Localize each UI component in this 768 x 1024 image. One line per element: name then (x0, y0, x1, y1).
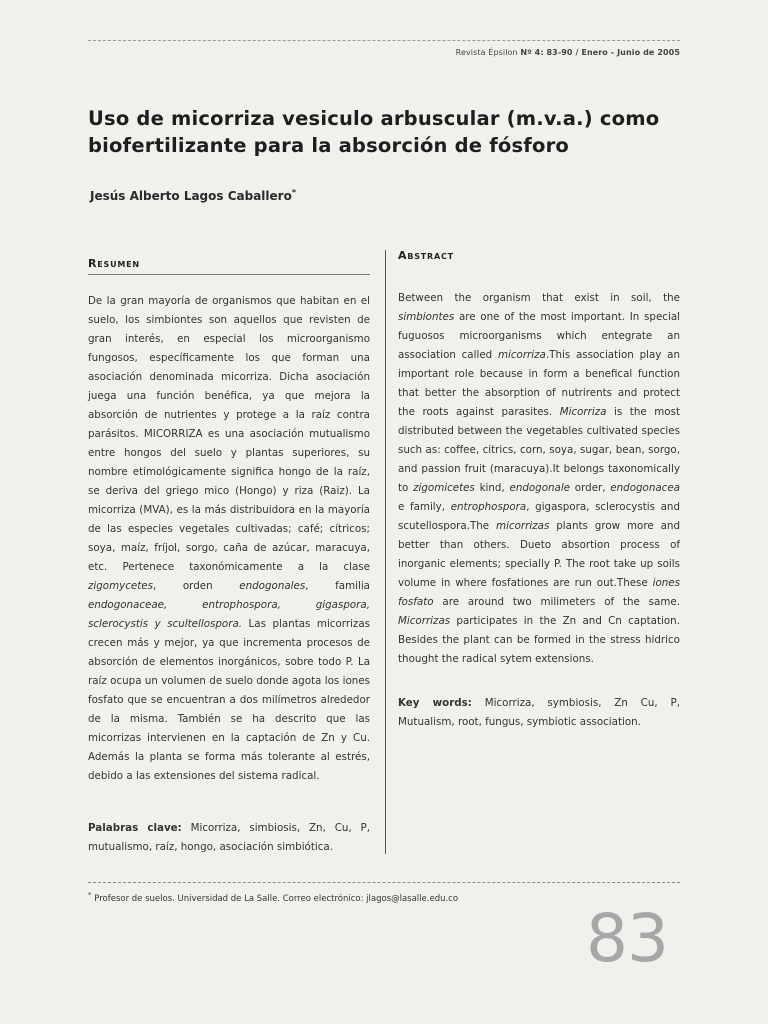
italic-term: endogonaceae, entrophospora, gigaspora, sclerocystis y scultellospora. (88, 599, 370, 630)
text-run: kind, (474, 482, 510, 494)
resumen-heading: Resumen (88, 257, 140, 270)
text-run: e family, (398, 501, 451, 513)
italic-term: zigomycetes (88, 580, 153, 592)
journal-issue: Nº 4: 83-90 / Enero - Junio de 2005 (520, 48, 680, 57)
text-run: plants grow more and better than others. Dueto absortion process of inorganic elements; specially P. The root take up soils volume in where fosfationes are run out.These (398, 520, 680, 589)
text-run: , orden (152, 580, 240, 592)
text-run: is the most distributed between the vegetables cultivated species such as: coffee, citrics, corn, soya, sugar, bean, sorgo, and passion fruit (maracuya).It belongs taxonomically to (398, 406, 680, 494)
journal-name: Revista Épsilon (455, 48, 518, 57)
italic-term: Micorrizas (398, 615, 451, 627)
resumen-keywords-text: Micorriza, simbiosis, Zn, Cu, P, mutualismo, raíz, hongo, asociación simbiótica. (88, 822, 371, 853)
text-run: Between the organism that exist in soil, the (398, 292, 680, 304)
italic-term: iones fosfato (398, 577, 680, 608)
italic-term: endogonales (239, 580, 306, 592)
text-run: De la gran mayoría de organismos que habitan en el suelo, los simbiontes son aquellos que revisten de gran interés, en especial los microorganismo fungosos, específicamente los que forman una asociación denominada micorriza. Dicha asociación juega una función benéfica, ya que mejora la absorción de nutrientes y protege a la raíz contra parásitos. MICORRIZA es una asociación mutualismo entre hongos del suelo y plantas superiores, su nombre etimológicamente significa hongo de la raíz, se deriva del griego mico (Hongo) y riza (Raiz). La micorriza (MVA), es la más distribuidora en la mayoría de las especies vegetales cultivadas; café; cítricos; soya, maíz, fríjol, sorgo, caña de azúcar, maracuya, etc. Pertenece taxonómicamente a la clase (88, 295, 370, 573)
footnote (88, 890, 458, 904)
italic-term: entrophospora (450, 501, 527, 513)
text-run: order, (570, 482, 611, 494)
italic-term: Micorriza (559, 406, 607, 418)
abstract-heading: Abstract (398, 249, 454, 262)
abstract-keywords (398, 694, 680, 732)
text-run: are around two milimeters of the same. (433, 596, 680, 608)
journal-reference (456, 48, 680, 57)
text-run: participates in the Zn and Cn captation. Besides the plant can be formed in the stress hidrico thought the radical sytem extensions. (398, 615, 680, 665)
article-title: Uso de micorriza vesiculo arbuscular (m.v.a.) como biofertilizante para la absorción de fósforo (88, 107, 660, 157)
header-rule (88, 40, 680, 41)
text-run: are one of the most important. In special fuguosos microorganisms which entegrate an association called (398, 311, 680, 361)
resumen-paragraph (88, 292, 370, 786)
author-line (90, 188, 296, 203)
italic-term: micorriza (497, 349, 546, 361)
text-run: Las plantas micorrizas crecen más y mejor, ya que incrementa procesos de absorción de elementos inorgánicos, sobre todo P. La raíz ocupa un volumen de suelo donde agota los iones fosfato que se encuentran a dos milímetros alrededor de la misma. También se ha descrito que las micorrizas intervienen en la captación de Zn y Cu. Además la planta se forma más tolerante al estrés, debido a las extensiones del sistema radical. (88, 618, 370, 782)
italic-term: simbiontes (398, 311, 455, 323)
text-run: , familia (305, 580, 370, 592)
resumen-keywords-label: Palabras clave: (88, 822, 182, 834)
column-divider (385, 250, 386, 854)
resumen-keywords (88, 819, 370, 857)
abstract-keywords-text: Micorriza, symbiosis, Zn Cu, P, Mutualism, root, fungus, symbiotic association. (398, 697, 680, 728)
italic-term: endogonacea (610, 482, 680, 494)
abstract-paragraph (398, 289, 680, 669)
author-footnote-mark: * (291, 188, 297, 197)
abstract-keywords-label: Key words: (398, 697, 472, 709)
footnote-rule (88, 882, 680, 883)
italic-term: micorrizas (496, 520, 550, 532)
author-name: Jesús Alberto Lagos Caballero (90, 189, 292, 203)
footnote-text: Profesor de suelos. Universidad de La Salle. Correo electrónico: jlagos@lasalle.edu.co (94, 893, 459, 904)
text-run: .This association play an important role because in form a benefical function that better the absorption of nutrirents and protect the roots against parasites. (398, 349, 680, 418)
footnote-mark: * (88, 890, 92, 899)
resumen-heading-rule (88, 274, 370, 275)
page-number: 83 (586, 900, 668, 977)
italic-term: endogonale (509, 482, 571, 494)
italic-term: zigomicetes (413, 482, 475, 494)
text-run: , gigaspora, sclerocystis and scutellospora.The (398, 501, 680, 532)
